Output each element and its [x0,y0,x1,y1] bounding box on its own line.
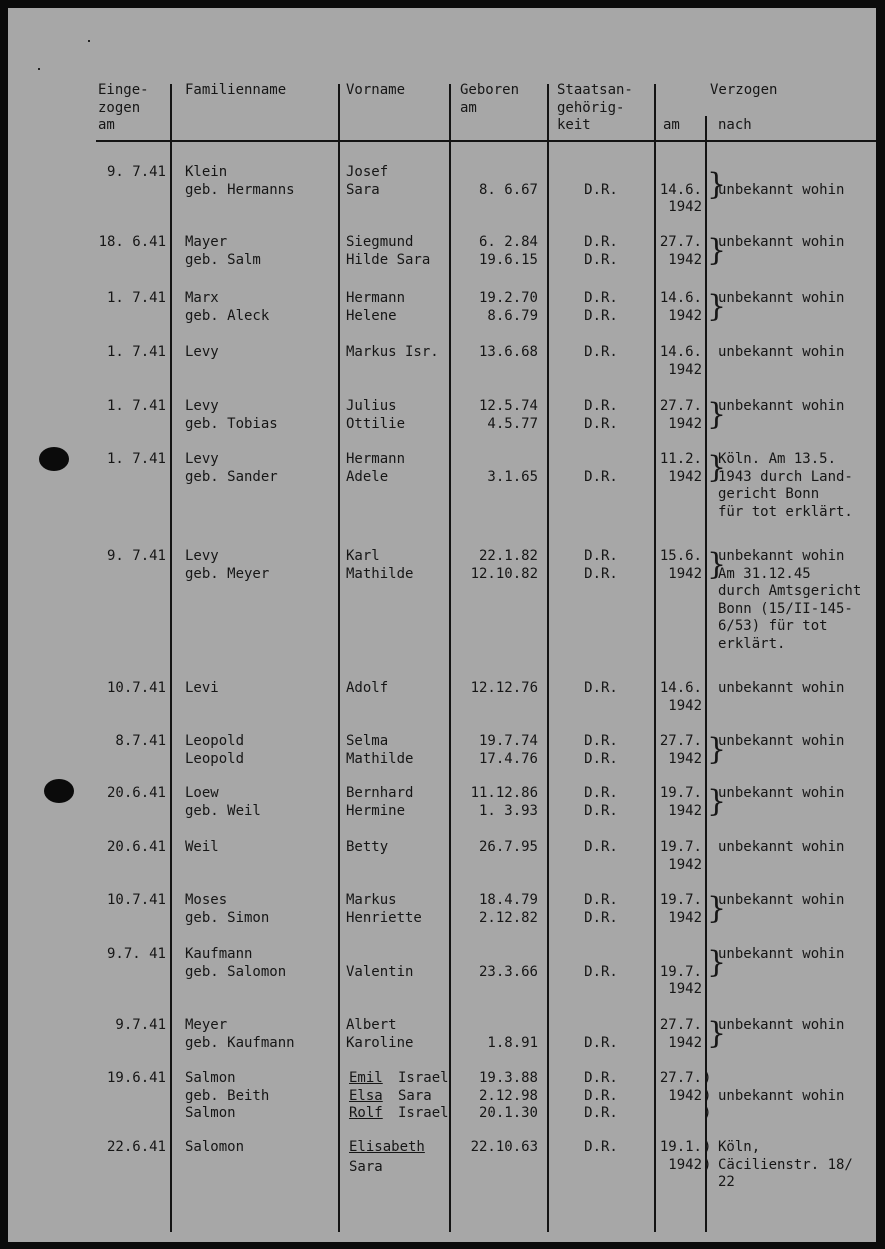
cell-familienname: Kaufmann geb. Salomon [185,946,287,980]
cell-verzogen-nach: unbekannt wohin [718,398,845,414]
cell-verzogen-am: 14.6. 1942 [659,181,702,215]
cell-staatsangehoerigkeit: D.R. [584,181,618,198]
cell-staatsangehoerigkeit: D.R. [584,839,618,855]
cell-vorname-first: Elisabeth [349,1139,425,1155]
cell-vorname: Adolf [346,680,389,696]
cell-verzogen-nach: unbekannt wohin [718,344,845,360]
cell-eingezogen: 8.7.41 [115,733,166,749]
cell-eingezogen: 10.7.41 [106,892,166,908]
cell-verzogen-nach: unbekannt wohin [718,680,845,696]
cell-verzogen-am: 19.7. 1942 [659,785,702,819]
cell-vorname-rest: Israel [398,1070,449,1086]
paren-mark: ) [703,1070,712,1086]
rule-col2 [338,84,340,1232]
cell-vorname: Siegmund Hilde Sara [346,234,431,268]
cell-familienname: Weil [185,839,219,855]
cell-eingezogen: 9.7.41 [115,1017,166,1033]
cell-familienname: Mayer geb. Salm [185,234,261,268]
cell-eingezogen: 1. 7.41 [106,290,166,306]
cell-geboren: 12.5.74 4.5.77 [478,398,538,432]
cell-verzogen-nach: Köln, Cäcilienstr. 18/ 22 [718,1139,853,1190]
cell-staatsangehoerigkeit: D.R. D.R. [584,234,618,268]
cell-geboren: 19.3.88 2.12.98 20.1.30 [478,1070,538,1121]
cell-geboren: 8. 6.67 [478,181,538,198]
document-page [8,8,876,1242]
cell-verzogen-am: 27.7. 1942 [659,234,702,268]
cell-verzogen-am: 19.7. 1942 [659,839,702,873]
brace-mark: } [707,289,727,324]
cell-geboren: 11.12.86 1. 3.93 [470,785,538,819]
cell-eingezogen: 1. 7.41 [106,344,166,360]
cell-eingezogen: 20.6.41 [106,785,166,801]
cell-familienname: Moses geb. Simon [185,892,270,926]
cell-verzogen-am: 14.6. 1942 [659,344,702,378]
punch-hole-bottom [44,779,74,803]
cell-familienname: Leopold Leopold [185,733,245,767]
cell-geboren: 6. 2.84 19.6.15 [478,234,538,268]
cell-vorname-rest: Sara [398,1087,432,1104]
cell-verzogen-nach: unbekannt wohin [718,733,845,749]
cell-verzogen-nach: unbekannt wohin [718,892,845,908]
cell-geboren: 1.8.91 [487,1034,538,1051]
cell-geboren: 12.12.76 [470,680,538,696]
cell-verzogen-nach: unbekannt wohin Am 31.12.45 durch Amtsgericht Bonn (15/II-145- 6/53) für tot erklärt. [718,548,862,652]
cell-familienname: Loew geb. Weil [185,785,261,819]
cell-verzogen-am: 19.7. 1942 [659,892,702,926]
brace-mark: } [707,1016,727,1051]
cell-familienname: Levy geb. Tobias [185,398,278,432]
cell-vorname: Hermann Helene [346,290,406,324]
brace-mark: } [707,450,727,485]
cell-verzogen-nach: unbekannt wohin [718,1087,845,1104]
cell-staatsangehoerigkeit: D.R. D.R. [584,398,618,432]
cell-geboren: 18.4.79 2.12.82 [478,892,538,926]
rule-col1 [170,84,172,1232]
header-eingezogen: Einge- zogen am [98,82,149,133]
cell-vorname: Karl Mathilde [346,548,414,582]
cell-verzogen-nach: unbekannt wohin [718,234,845,250]
cell-geboren: 19.2.70 8.6.79 [478,290,538,324]
cell-eingezogen: 9. 7.41 [106,164,166,180]
cell-verzogen-nach: unbekannt wohin [718,290,845,306]
cell-familienname: Salmon geb. Beith Salmon [185,1070,270,1121]
cell-vorname: Hermann Adele [346,451,406,485]
cell-eingezogen: 9. 7.41 [106,548,166,564]
cell-staatsangehoerigkeit: D.R. D.R. [584,548,618,582]
header-geboren: Geboren am [460,82,520,116]
brace-mark: } [707,732,727,767]
cell-verzogen-nach: unbekannt wohin [718,181,845,198]
header-vorname: Vorname [346,82,406,98]
cell-staatsangehoerigkeit: D.R. [584,680,618,696]
cell-verzogen-am: 15.6. 1942 [659,548,702,582]
cell-vorname-second: Sara [349,1158,383,1175]
brace-mark: } [707,397,727,432]
cell-staatsangehoerigkeit: D.R. D.R. [584,733,618,767]
paper-speck [38,68,40,70]
cell-vorname: Betty [346,839,389,855]
cell-vorname-first: Elsa [349,1087,383,1104]
header-verzogen: Verzogen [710,82,778,98]
cell-verzogen-am: 19.7. 1942 [659,963,702,997]
cell-staatsangehoerigkeit: D.R. [584,468,618,485]
cell-staatsangehoerigkeit: D.R. [584,344,618,360]
brace-mark: } [707,891,727,926]
cell-vorname: Josef Sara [346,164,389,198]
cell-verzogen-nach: unbekannt wohin [718,946,845,962]
paper-speck [88,40,90,42]
header-verzogen-am: am [663,117,680,133]
cell-familienname: Levy geb. Sander [185,451,278,485]
punch-hole-top [39,447,69,471]
cell-geboren: 26.7.95 [478,839,538,855]
cell-vorname: Markus Henriette [346,892,422,926]
header-rule [96,140,876,142]
cell-eingezogen: 20.6.41 [106,839,166,855]
cell-geboren: 19.7.74 17.4.76 [478,733,538,767]
cell-verzogen-am: 11.2. 1942 [659,451,702,485]
cell-staatsangehoerigkeit: D.R. D.R. [584,892,618,926]
cell-verzogen-am: 27.7. 1942 [659,1070,702,1104]
cell-staatsangehoerigkeit: D.R. D.R. [584,785,618,819]
cell-geboren: 3.1.65 [487,468,538,485]
paren-mark: ) [703,1139,712,1155]
cell-eingezogen: 18. 6.41 [98,234,166,250]
cell-familienname: Levi [185,680,219,696]
cell-verzogen-nach: Köln. Am 13.5. 1943 durch Land- gericht Bonn für tot erklärt. [718,451,853,520]
cell-familienname: Klein geb. Hermanns [185,164,295,198]
cell-vorname-rest: Israel [398,1105,449,1121]
cell-verzogen-nach: unbekannt wohin [718,1017,845,1033]
brace-mark: } [707,945,727,980]
cell-eingezogen: 1. 7.41 [106,398,166,414]
cell-geboren: 13.6.68 [478,344,538,360]
cell-verzogen-am: 27.7. 1942 [659,1017,702,1051]
header-familienname: Familienname [185,82,287,98]
cell-vorname-first: Emil [349,1070,383,1086]
cell-familienname: Levy geb. Meyer [185,548,270,582]
cell-eingezogen: 19.6.41 [106,1070,166,1086]
cell-vorname: Valentin [346,963,414,980]
cell-verzogen-am: 14.6. 1942 [659,290,702,324]
paren-mark: ) [703,1087,712,1104]
paren-mark: ) [703,1105,712,1121]
cell-verzogen-am: 19.1. 1942 [659,1139,702,1173]
paren-mark: ) [703,1156,712,1173]
cell-geboren: 23.3.66 [478,963,538,980]
brace-mark: } [707,784,727,819]
cell-eingezogen: 22.6.41 [106,1139,166,1155]
cell-eingezogen: 10.7.41 [106,680,166,696]
cell-vorname: Selma Mathilde [346,733,414,767]
cell-verzogen-am: 14.6. 1942 [659,680,702,714]
cell-eingezogen: 1. 7.41 [106,451,166,467]
cell-verzogen-am: 27.7. 1942 [659,398,702,432]
cell-geboren: 22.10.63 [470,1139,538,1155]
cell-vorname: Markus Isr. [346,344,439,360]
brace-mark: } [707,233,727,268]
cell-staatsangehoerigkeit: D.R. D.R. D.R. [584,1070,618,1121]
brace-mark: } [707,167,727,202]
cell-vorname: Julius Ottilie [346,398,406,432]
cell-vorname: Albert Karoline [346,1017,414,1051]
brace-mark: } [707,547,727,582]
cell-verzogen-am: 27.7. 1942 [659,733,702,767]
cell-familienname: Levy [185,344,219,360]
cell-eingezogen: 9.7. 41 [106,946,166,962]
cell-staatsangehoerigkeit: D.R. [584,1139,618,1155]
cell-staatsangehoerigkeit: D.R. [584,1034,618,1051]
cell-familienname: Marx geb. Aleck [185,290,270,324]
cell-verzogen-nach: unbekannt wohin [718,839,845,855]
cell-verzogen-nach: unbekannt wohin [718,785,845,801]
cell-familienname: Meyer geb. Kaufmann [185,1017,295,1051]
cell-staatsangehoerigkeit: D.R. D.R. [584,290,618,324]
cell-staatsangehoerigkeit: D.R. [584,963,618,980]
cell-geboren: 22.1.82 12.10.82 [470,548,538,582]
cell-vorname: Bernhard Hermine [346,785,414,819]
header-verzogen-nach: nach [718,117,752,133]
header-staatsangehoerigkeit: Staatsan- gehörig- keit [557,82,633,133]
cell-familienname: Salomon [185,1139,245,1155]
rule-col6 [705,116,707,1232]
cell-vorname-first: Rolf [349,1105,383,1121]
